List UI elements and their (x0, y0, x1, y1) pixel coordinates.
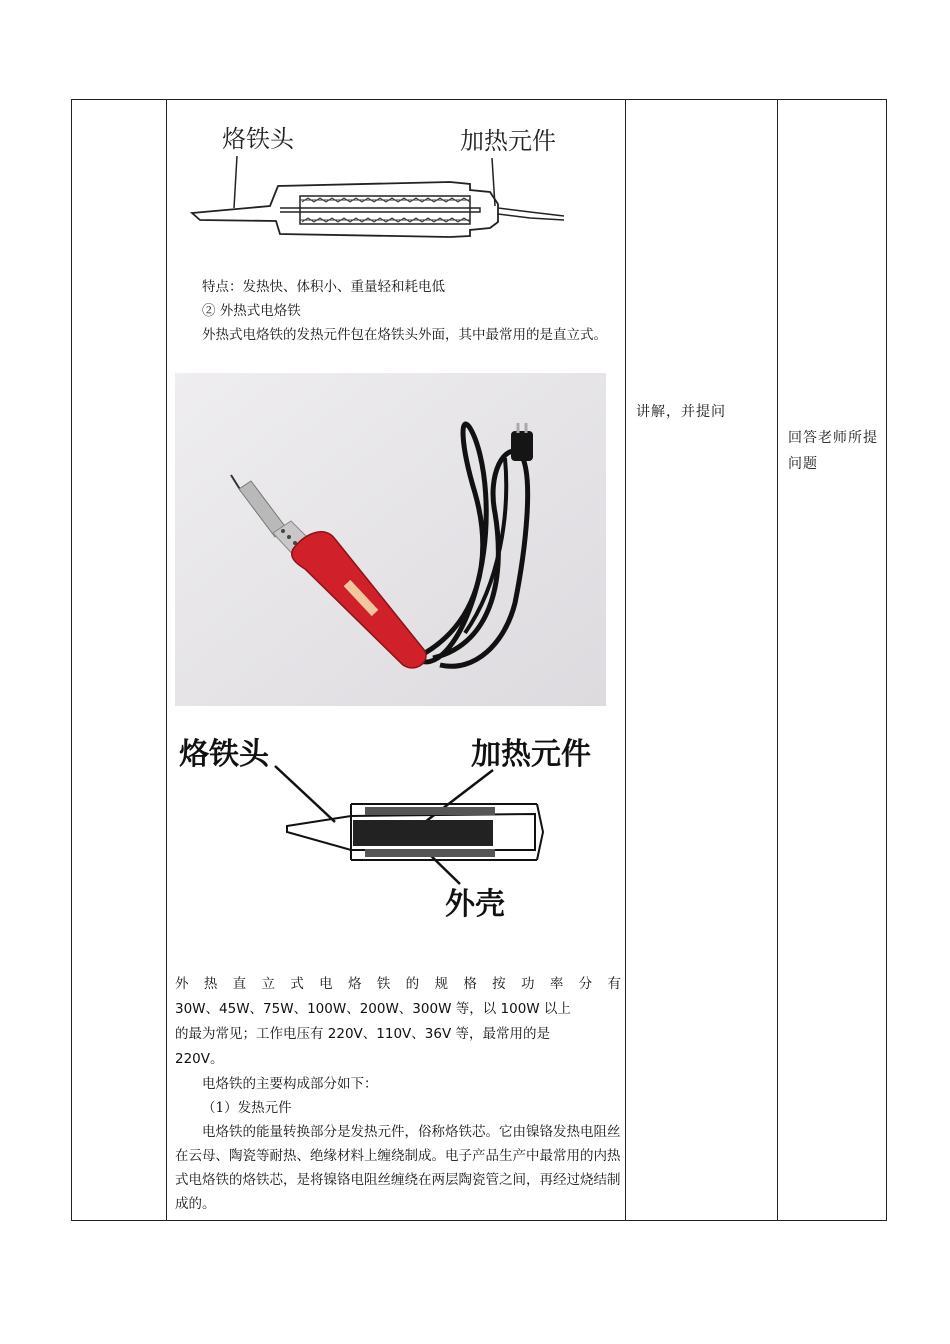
student-activity: 回答老师所提问题 (788, 430, 878, 472)
part1-heading: （1）发热元件 (202, 1100, 292, 1116)
internal-heating-diagram (180, 116, 570, 248)
part1-description: 电烙铁的能量转换部分是发热元件，俗称烙铁芯。它由镍铬发热电阻丝在云母、陶瓷等耐热、绝缘材料上缠绕制成。电子产品生产中最常用的内热式电烙铁的烙铁芯，是将镍铬电阻丝缠绕在两层陶瓷管之间，再经过烧结制成的。 (175, 1124, 621, 1212)
diagram-label-tip: 烙铁头 (179, 737, 269, 772)
diagram-label-element: 加热元件 (471, 737, 591, 772)
external-heating-diagram (175, 718, 615, 948)
spec-line-1: 外 热 直 立 式 电 烙 铁 的 规 格 按 功 率 分 有 (175, 976, 621, 992)
diagram-label-tip: 烙铁头 (222, 125, 294, 153)
feature-line: 特点：发热快、体积小、重量轻和耗电低 (202, 279, 445, 295)
teacher-activity: 讲解，并提问 (636, 404, 726, 420)
external-description: 外热式电烙铁的发热元件包在烙铁头外面，其中最常用的是直立式。 (202, 327, 607, 343)
diagram-label-shell: 外壳 (445, 887, 505, 922)
parts-intro: 电烙铁的主要构成部分如下： (202, 1076, 378, 1092)
lesson-table (71, 99, 887, 1221)
diagram-label-element: 加热元件 (460, 127, 556, 155)
column-divider-2 (625, 100, 626, 1220)
soldering-iron-photo (175, 373, 606, 706)
column-divider-1 (166, 100, 167, 1220)
spec-line-3: 的最为常见；工作电压有 220V、110V、36V 等，最常用的是 (175, 1026, 551, 1042)
spec-line-2: 30W、45W、75W、100W、200W、300W 等，以 100W 以上 (175, 1001, 571, 1017)
column-divider-3 (777, 100, 778, 1220)
spec-line-4: 220V。 (175, 1051, 224, 1067)
external-heading: ② 外热式电烙铁 (202, 303, 301, 319)
